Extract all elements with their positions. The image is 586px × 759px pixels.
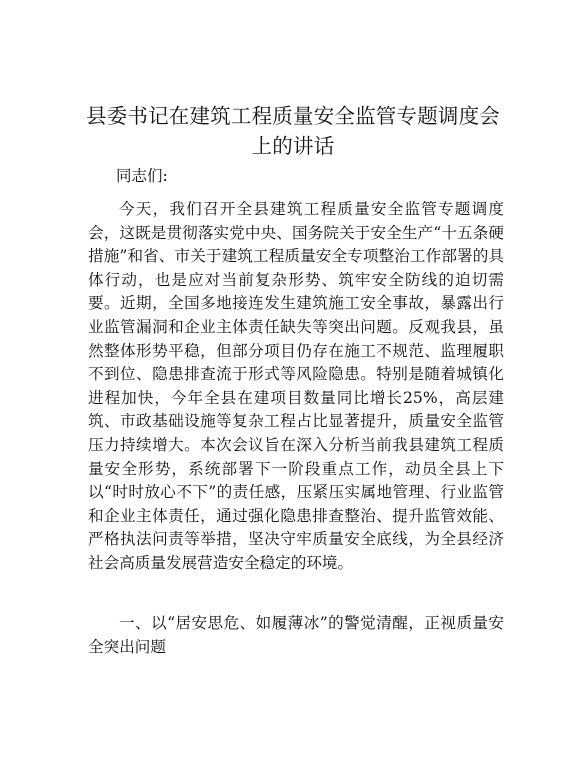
section-heading-1: 一、以“居安思危、如履薄冰”的警觉清醒，正视质量安全突出问题 [88,614,504,656]
salutation: 同志们: [116,167,168,185]
document-title: 县委书记在建筑工程质量安全监管专题调度会上的讲话 [86,104,500,158]
paragraph-intro: 今天，我们召开全县建筑工程质量安全监管专题调度会，这既是贯彻落实党中央、国务院关于安全生产“十五条硬措施”和省、市关于建筑工程质量安全专项整治工作部署的具体行动，也是应对当前复杂形势、筑牢安全防线的迫切需要。近期，全国多地接连发生建筑施工安全事故，暴露出行业监管漏洞和企业主体责任缺失等突出问题。反观我县，虽然整体形势平稳，但部分项目仍存在施工不规范、监理履职不到位、隐患排查流于形式等风险隐患。特别是随着城镇化进程加快，今年全县在建项目数量同比增长25%，高层建筑、市政基础设施等复杂工程占比显著提升，质量安全监管压力持续增大。本次会议旨在深入分析当前我县建筑工程质量安全形势，系统部署下一阶段重点工作，动员全县上下以“时时放心不下”的责任感，压紧压实属地管理、行业监管和企业主体责任，通过强化隐患排查整治、提升监管效能、严格执法问责等举措，坚决守牢质量安全底线，为全县经济社会高质量发展营造安全稳定的环境。 [88,200,504,572]
